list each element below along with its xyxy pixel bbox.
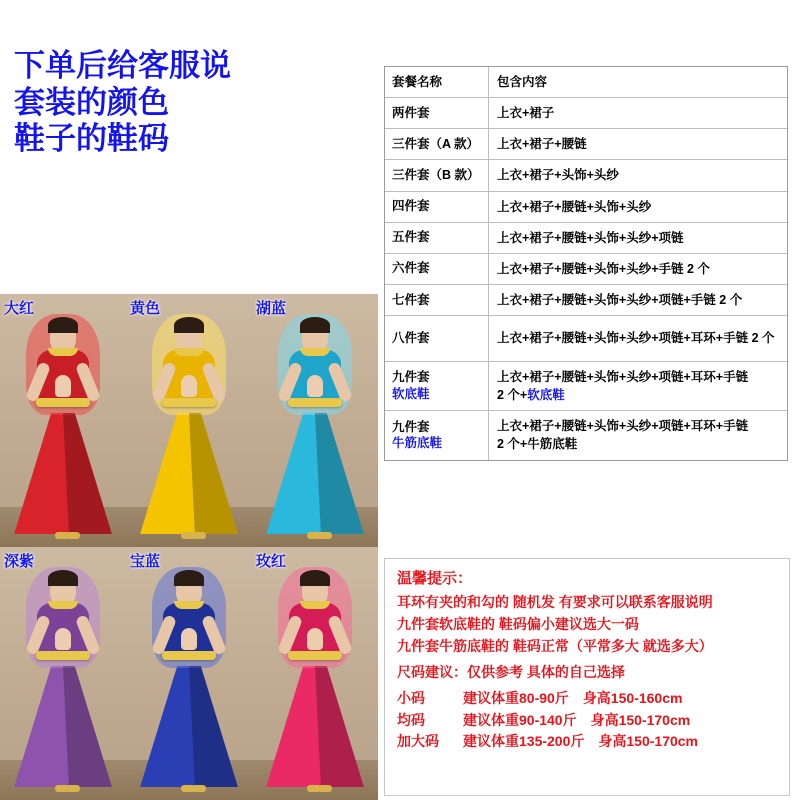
color-label: 玫红 xyxy=(256,553,287,570)
notes-title: 温馨提示： xyxy=(397,570,473,587)
package-name: 三件套（B 款） xyxy=(385,160,489,190)
package-content-text: 上衣+裙子+腰链+头饰+头纱+项链+耳环+手链 xyxy=(497,419,749,434)
package-content xyxy=(489,411,787,459)
hair xyxy=(174,317,204,333)
notes-panel xyxy=(384,558,790,796)
size-height: 身高150-170cm xyxy=(590,711,691,728)
package-name: 七件套 xyxy=(385,285,489,315)
table-row xyxy=(385,98,787,129)
shoe-right xyxy=(192,532,206,539)
headline-line-1: 下单后给客服说 xyxy=(14,48,231,83)
table-row xyxy=(385,160,787,191)
package-content xyxy=(489,316,787,361)
belt-chain xyxy=(36,398,90,407)
shoe-right xyxy=(66,785,80,792)
package-content: 上衣+裙子+腰链+头饰+头纱+项链 xyxy=(497,230,684,245)
photo-cell-2 xyxy=(252,294,378,547)
package-name: 两件套 xyxy=(385,98,489,128)
size-row xyxy=(397,710,779,732)
color-label: 黄色 xyxy=(130,300,161,317)
size-row xyxy=(397,731,779,753)
table-row xyxy=(385,285,787,316)
table-row xyxy=(385,362,787,411)
size-weight: 建议体重135-200斤 xyxy=(463,733,585,750)
headline-line-3: 鞋子的鞋码 xyxy=(14,121,169,157)
table-header-name: 套餐名称 xyxy=(385,67,489,97)
hands xyxy=(181,628,197,650)
necklace xyxy=(300,348,330,356)
shoe-right xyxy=(192,785,206,792)
size-weight: 建议体重90-140斤 xyxy=(463,711,577,728)
package-content: 上衣+裙子+腰链+头饰+头纱+项链+手链 2 个 xyxy=(497,292,743,307)
size-height: 身高150-160cm xyxy=(582,690,683,706)
package-name: 六件套 xyxy=(385,254,489,284)
shoe-right xyxy=(66,532,80,539)
necklace xyxy=(300,601,330,609)
belt-chain xyxy=(162,651,216,660)
color-label: 宝蓝 xyxy=(130,553,161,570)
table-row xyxy=(385,223,787,254)
table-header-content: 包含内容 xyxy=(497,75,548,89)
photo-cell-0 xyxy=(0,294,126,547)
table-row xyxy=(385,316,787,362)
shoe-right xyxy=(318,532,332,539)
headline-text xyxy=(14,48,374,158)
package-name: 八件套 xyxy=(385,316,489,361)
size-advice-title: 尺码建议：仅供参考 具体的自己选择 xyxy=(397,664,625,681)
size-label: 小码 xyxy=(397,690,425,706)
package-content: 上衣+裙子+腰链+头饰+头纱 xyxy=(497,199,652,214)
package-name xyxy=(385,362,489,410)
belt-chain xyxy=(288,398,342,407)
package-name: 五件套 xyxy=(385,223,489,253)
package-content: 上衣+裙子 xyxy=(497,106,555,121)
package-content xyxy=(489,362,787,410)
model-figure xyxy=(252,294,378,547)
package-content: 上衣+裙子+头饰+头纱 xyxy=(497,168,619,183)
shoe-right xyxy=(318,785,332,792)
photo-cell-1 xyxy=(126,294,252,547)
hands xyxy=(307,375,323,397)
hands xyxy=(55,375,71,397)
model-figure xyxy=(252,547,378,800)
belt-chain xyxy=(36,651,90,660)
size-weight: 建议体重80-90斤 xyxy=(463,690,569,706)
package-table xyxy=(384,66,788,461)
hands xyxy=(307,628,323,650)
necklace xyxy=(174,348,204,356)
package-name-line2: 牛筋底鞋 xyxy=(392,436,443,451)
package-name xyxy=(385,411,489,459)
package-content-wrap xyxy=(497,368,748,404)
package-name: 三件套（A 款） xyxy=(385,129,489,159)
hands xyxy=(181,375,197,397)
necklace xyxy=(48,348,78,356)
headline-line-2: 套装的颜色 xyxy=(14,84,169,120)
color-label: 大红 xyxy=(4,300,35,317)
package-content-wrap xyxy=(497,417,748,453)
package-content-highlight: 软底鞋 xyxy=(527,388,565,403)
hair xyxy=(48,317,78,333)
model-figure xyxy=(126,547,252,800)
table-row xyxy=(385,254,787,285)
model-figure xyxy=(126,294,252,547)
color-label: 湖蓝 xyxy=(256,300,287,317)
photo-cell-4 xyxy=(126,547,252,800)
color-photo-grid xyxy=(0,294,378,800)
hair xyxy=(300,570,330,586)
table-row xyxy=(385,411,787,459)
package-content: 上衣+裙子+腰链+头饰+头纱+手链 2 个 xyxy=(497,261,710,276)
notes-line-3: 九件套牛筋底鞋的 鞋码正常（平常多大 就选多大） xyxy=(397,637,713,654)
model-figure xyxy=(0,294,126,547)
necklace xyxy=(48,601,78,609)
photo-cell-3 xyxy=(0,547,126,800)
size-label: 加大码 xyxy=(397,733,439,750)
package-name-line2: 软底鞋 xyxy=(392,387,430,402)
package-name-line1: 九件套 xyxy=(392,419,430,434)
package-name-line1: 九件套 xyxy=(392,370,430,385)
table-row xyxy=(385,192,787,223)
model-figure xyxy=(0,547,126,800)
size-table xyxy=(397,688,779,753)
package-content-text2: 2 个+牛筋底鞋 xyxy=(497,437,578,452)
package-content-text: 上衣+裙子+腰链+头饰+头纱+项链+耳环+手链 xyxy=(497,370,749,384)
package-name: 四件套 xyxy=(385,192,489,222)
belt-chain xyxy=(162,398,216,407)
size-row xyxy=(397,688,779,710)
necklace xyxy=(174,601,204,609)
hands xyxy=(55,628,71,650)
package-content-text2: 2 个+ xyxy=(497,388,528,403)
photo-cell-5 xyxy=(252,547,378,800)
hair xyxy=(300,317,330,333)
package-content: 上衣+裙子+腰链 xyxy=(497,137,587,152)
color-label: 深紫 xyxy=(4,553,35,570)
notes-line-2: 九件套软底鞋的 鞋码偏小建议选大一码 xyxy=(397,615,639,632)
size-height: 身高150-170cm xyxy=(598,733,699,750)
hair xyxy=(48,570,78,586)
hair xyxy=(174,570,204,586)
size-label: 均码 xyxy=(397,711,425,728)
notes-line-1: 耳环有夹的和勾的 随机发 有要求可以联系客服说明 xyxy=(397,594,713,611)
package-content-text: 上衣+裙子+腰链+头饰+头纱+项链+耳环+手链 2 个 xyxy=(497,331,775,346)
table-header-row xyxy=(385,67,787,98)
table-row xyxy=(385,129,787,160)
belt-chain xyxy=(288,651,342,660)
